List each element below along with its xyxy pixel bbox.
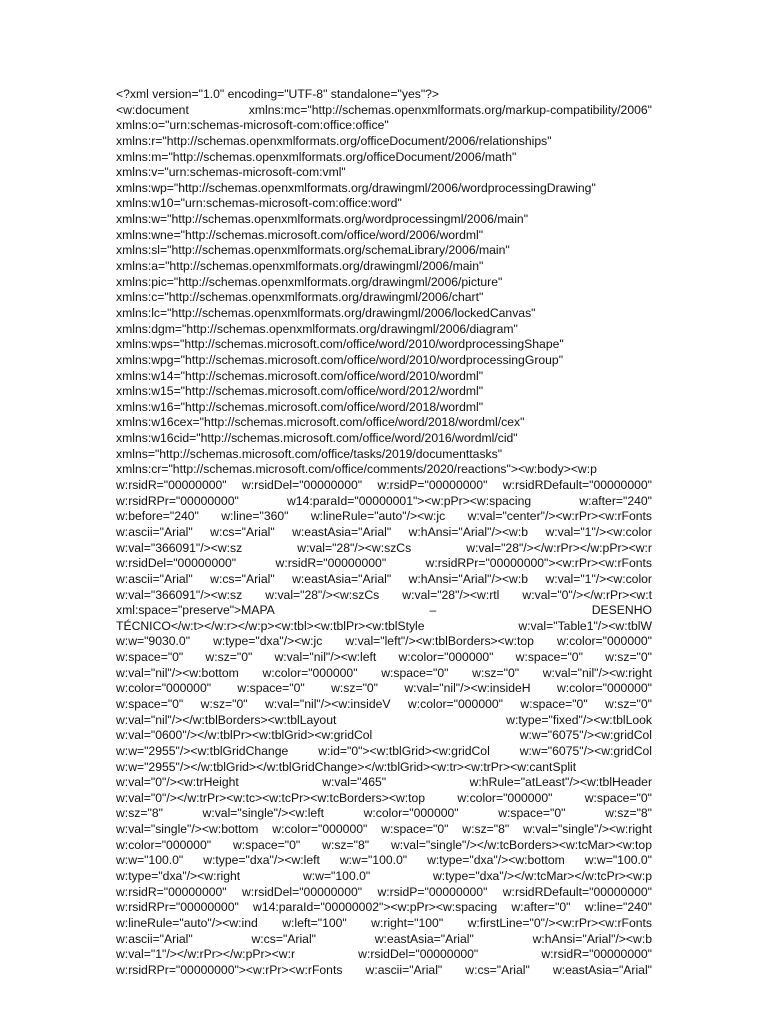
text-line: w:w="2955"/><w:tblGridChange w:id="0"><w:tblGrid><w:gridCol w:w="6075"/><w:gridCol	[116, 743, 652, 758]
text-line: xmlns:wpg="http://schemas.microsoft.com/office/word/2010/wordprocessingGroup"	[116, 352, 564, 367]
text-line: w:val="nil"/><w:bottom w:color="000000" w:space="0" w:sz="0" w:val="nil"/><w:right	[116, 665, 652, 680]
text-line: w:rsidDel="00000000" w:rsidR="00000000" w:rsidRPr="00000000"><w:rPr><w:rFonts	[116, 556, 652, 571]
text-line: xmlns="http://schemas.microsoft.com/office/tasks/2019/documenttasks"	[116, 446, 503, 461]
xml-source-text	[116, 87, 652, 979]
text-line: xmlns:o="urn:schemas-microsoft-com:office:office"	[116, 118, 389, 133]
text-line: w:rsidRPr="00000000" w14:paraId="00000001"><w:pPr><w:spacing w:after="240"	[116, 493, 652, 508]
text-line: w:rsidR="00000000" w:rsidDel="00000000" w:rsidP="00000000" w:rsidRDefault="00000000"	[116, 478, 652, 493]
text-line: xmlns:w16cex="http://schemas.microsoft.com/office/word/2018/wordml/cex"	[116, 415, 525, 430]
text-line: w:ascii="Arial" w:cs="Arial" w:eastAsia="Arial" w:hAnsi="Arial"/><w:b	[116, 931, 652, 946]
text-line: w:val="1"/></w:rPr></w:pPr><w:r w:rsidDel="00000000" w:rsidR="00000000"	[116, 947, 652, 962]
text-line: w:val="single"/><w:bottom w:color="000000" w:space="0" w:sz="8" w:val="single"/><w:right	[116, 822, 652, 837]
text-line: xmlns:c="http://schemas.openxmlformats.org/drawingml/2006/chart"	[116, 290, 484, 305]
text-line: w:rsidRPr="00000000"><w:rPr><w:rFonts w:ascii="Arial" w:cs="Arial" w:eastAsia="Arial"	[116, 962, 652, 977]
text-line: w:w="100.0" w:type="dxa"/><w:left w:w="100.0" w:type="dxa"/><w:bottom w:w="100.0"	[116, 853, 652, 868]
text-line: w:val="0600"/></w:tblPr><w:tblGrid><w:gridCol w:w="6075"/><w:gridCol	[116, 728, 652, 743]
text-line: xmlns:w10="urn:schemas-microsoft-com:office:word"	[116, 196, 402, 211]
text-line: w:w="2955"/></w:tblGrid></w:tblGridChange></w:tblGrid><w:tr><w:trPr><w:cantSplit	[116, 759, 577, 774]
text-line: w:rsidRPr="00000000" w14:paraId="00000002"><w:pPr><w:spacing w:after="0" w:line="240"	[116, 900, 652, 915]
text-line: xmlns:w16="http://schemas.microsoft.com/office/word/2018/wordml"	[116, 399, 484, 414]
text-line: xmlns:cr="http://schemas.microsoft.com/office/comments/2020/reactions"><w:body><w:p	[116, 462, 597, 477]
text-line: xmlns:w="http://schemas.openxmlformats.org/wordprocessingml/2006/main"	[116, 212, 529, 227]
text-line: xmlns:wps="http://schemas.microsoft.com/office/word/2010/wordprocessingShape"	[116, 337, 564, 352]
text-line: w:color="000000" w:space="0" w:sz="0" w:val="nil"/><w:insideH w:color="000000"	[116, 681, 652, 696]
text-line: w:val="366091"/><w:sz w:val="28"/><w:szCs w:val="28"/></w:rPr></w:pPr><w:r	[116, 540, 652, 555]
text-line: w:ascii="Arial" w:cs="Arial" w:eastAsia="Arial" w:hAnsi="Arial"/><w:b w:val="1"/><w:color	[116, 524, 652, 539]
text-line: xmlns:a="http://schemas.openxmlformats.org/drawingml/2006/main"	[116, 259, 484, 274]
text-line: w:val="0"/></w:trPr><w:tc><w:tcPr><w:tcBorders><w:top w:color="000000" w:space="0"	[116, 790, 652, 805]
text-line: xmlns:v="urn:schemas-microsoft-com:vml"	[116, 165, 346, 180]
text-line: xmlns:r="http://schemas.openxmlformats.org/officeDocument/2006/relationships"	[116, 133, 552, 148]
text-line: w:ascii="Arial" w:cs="Arial" w:eastAsia="Arial" w:hAnsi="Arial"/><w:b w:val="1"/><w:color	[116, 571, 652, 586]
text-line: w:val="366091"/><w:sz w:val="28"/><w:szCs w:val="28"/><w:rtl w:val="0"/></w:rPr><w:t	[116, 587, 652, 602]
text-line: w:color="000000" w:space="0" w:sz="8" w:val="single"/></w:tcBorders><w:tcMar><w:top	[116, 837, 652, 852]
text-line: xmlns:lc="http://schemas.openxmlformats.org/drawingml/2006/lockedCanvas"	[116, 305, 536, 320]
text-line: w:rsidR="00000000" w:rsidDel="00000000" w:rsidP="00000000" w:rsidRDefault="00000000"	[116, 884, 652, 899]
text-line: xmlns:w14="http://schemas.microsoft.com/office/word/2010/wordml"	[116, 368, 484, 383]
text-line: xml:space="preserve">MAPA – DESENHO	[116, 603, 652, 618]
text-line: xmlns:wne="http://schemas.microsoft.com/office/word/2006/wordml"	[116, 227, 484, 242]
text-line: w:sz="8" w:val="single"/><w:left w:color="000000" w:space="0" w:sz="8"	[116, 806, 652, 821]
text-line: w:before="240" w:line="360" w:lineRule="auto"/><w:jc w:val="center"/><w:rPr><w:rFonts	[116, 509, 652, 524]
text-line: w:val="0"/><w:trHeight w:val="465" w:hRule="atLeast"/><w:tblHeader	[116, 775, 652, 790]
text-line: xmlns:dgm="http://schemas.openxmlformats.org/drawingml/2006/diagram"	[116, 321, 518, 336]
text-line: <w:document xmlns:mc="http://schemas.openxmlformats.org/markup-compatibility/2006"	[116, 102, 652, 117]
text-line: w:type="dxa"/><w:right w:w="100.0" w:type="dxa"/></w:tcMar></w:tcPr><w:p	[116, 869, 652, 884]
text-line: xmlns:sl="http://schemas.openxmlformats.org/schemaLibrary/2006/main"	[116, 243, 510, 258]
text-line: TÉCNICO</w:t></w:r></w:p><w:tbl><w:tblPr><w:tblStyle w:val="Table1"/><w:tblW	[116, 618, 652, 633]
text-line: xmlns:w15="http://schemas.microsoft.com/office/word/2012/wordml"	[116, 384, 484, 399]
text-line: w:val="nil"/></w:tblBorders><w:tblLayout w:type="fixed"/><w:tblLook	[116, 712, 652, 727]
text-line: w:space="0" w:sz="0" w:val="nil"/><w:insideV w:color="000000" w:space="0" w:sz="0"	[116, 696, 652, 711]
text-line: <?xml version="1.0" encoding="UTF-8" standalone="yes"?>	[116, 87, 440, 101]
text-line: xmlns:wp="http://schemas.openxmlformats.org/drawingml/2006/wordprocessingDrawing"	[116, 180, 596, 195]
text-line: w:w="9030.0" w:type="dxa"/><w:jc w:val="left"/><w:tblBorders><w:top w:color="000000"	[116, 634, 652, 649]
text-line: xmlns:w16cid="http://schemas.microsoft.com/office/word/2016/wordml/cid"	[116, 431, 518, 446]
text-line: w:space="0" w:sz="0" w:val="nil"/><w:left w:color="000000" w:space="0" w:sz="0"	[116, 650, 652, 665]
text-line: w:lineRule="auto"/><w:ind w:left="100" w:right="100" w:firstLine="0"/><w:rPr><w:rFonts	[116, 915, 652, 930]
text-line: xmlns:m="http://schemas.openxmlformats.org/officeDocument/2006/math"	[116, 149, 517, 164]
text-line: xmlns:pic="http://schemas.openxmlformats.org/drawingml/2006/picture"	[116, 274, 503, 289]
